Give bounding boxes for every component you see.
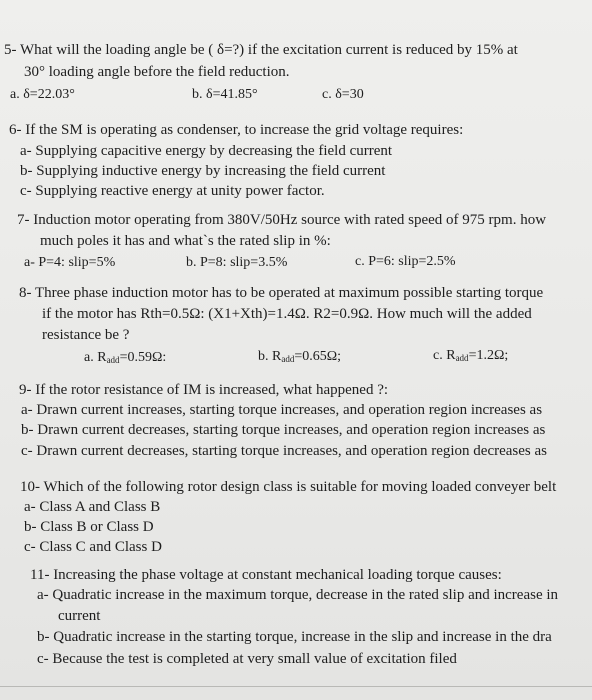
q11-text: 11- Increasing the phase voltage at constant mechanical loading torque causes:: [30, 567, 502, 583]
q8-option-a-subscript: add: [106, 355, 120, 365]
q9-option-b: b- Drawn current decreases, starting torque increases, and operation region increases as: [21, 422, 546, 438]
q10-option-b: b- Class B or Class D: [24, 519, 154, 535]
q10-text: 10- Which of the following rotor design class is suitable for moving loaded conveyer belt: [20, 479, 557, 495]
q6-option-b: b- Supplying inductive energy by increasing the field current: [20, 163, 386, 179]
q8-option-b: [258, 348, 341, 368]
q7-text-line2: much poles it has and what`s the rated slip in %:: [40, 233, 331, 249]
q8-option-c-value: =1.2Ω;: [468, 348, 509, 363]
q5-text-line1: 5- What will the loading angle be ( δ=?) if the excitation current is reduced by 15% at: [4, 42, 518, 58]
q8-option-a-symbol: a. R: [84, 350, 107, 365]
q7-option-c: c. P=6: slip=2.5%: [355, 254, 456, 269]
q8-option-b-symbol: b. R: [258, 349, 282, 364]
q6-option-c: c- Supplying reactive energy at unity power factor.: [20, 183, 325, 199]
q8-option-c-subscript: add: [455, 353, 469, 363]
q6-text: 6- If the SM is operating as condenser, to increase the grid voltage requires:: [9, 122, 464, 138]
q5-option-b: b. δ=41.85°: [192, 87, 258, 102]
q6-option-a: a- Supplying capacitive energy by decreasing the field current: [20, 143, 393, 159]
q7-text-line1: 7- Induction motor operating from 380V/50Hz source with rated speed of 975 rpm. how: [17, 212, 547, 228]
q10-option-a: a- Class A and Class B: [24, 499, 161, 515]
q8-text-line2: if the motor has Rth=0.5Ω: (X1+Xth)=1.4Ω. R2=0.9Ω. How much will the added: [42, 306, 532, 322]
q8-option-b-subscript: add: [281, 354, 295, 364]
page-divider: [0, 686, 592, 687]
q11-option-c: c- Because the test is completed at very small value of excitation filed: [37, 651, 457, 667]
q8-option-a: [84, 349, 166, 369]
q11-option-a-line1: a- Quadratic increase in the maximum torque, decrease in the rated slip and increase in: [37, 587, 559, 603]
q8-option-c-symbol: c. R: [433, 348, 456, 363]
q8-option-a-value: =0.59Ω:: [119, 350, 167, 365]
q9-option-a: a- Drawn current increases, starting torque increases, and operation region increases as: [21, 402, 543, 418]
q11-option-b: b- Quadratic increase in the starting torque, increase in the slip and increase in the dra: [37, 629, 552, 645]
q5-option-a: a. δ=22.03°: [10, 87, 75, 102]
q11-option-a-line2: current: [58, 608, 101, 624]
q8-text-line1: 8- Three phase induction motor has to be operated at maximum possible starting torque: [19, 285, 544, 301]
q8-text-line3: resistance be ?: [42, 327, 130, 343]
q10-option-c: c- Class C and Class D: [24, 539, 162, 555]
q5-option-c: c. δ=30: [322, 87, 364, 102]
q8-option-c: [433, 347, 508, 367]
q7-option-a: a- P=4: slip=5%: [24, 255, 116, 270]
q9-option-c: c- Drawn current decreases, starting torque increases, and operation region decreases as: [21, 443, 548, 459]
q5-text-line2: 30° loading angle before the field reduction.: [24, 64, 290, 80]
q7-option-b: b. P=8: slip=3.5%: [186, 255, 288, 270]
q8-option-b-value: =0.65Ω;: [294, 349, 342, 364]
q9-text: 9- If the rotor resistance of IM is increased, what happened ?:: [19, 382, 389, 398]
